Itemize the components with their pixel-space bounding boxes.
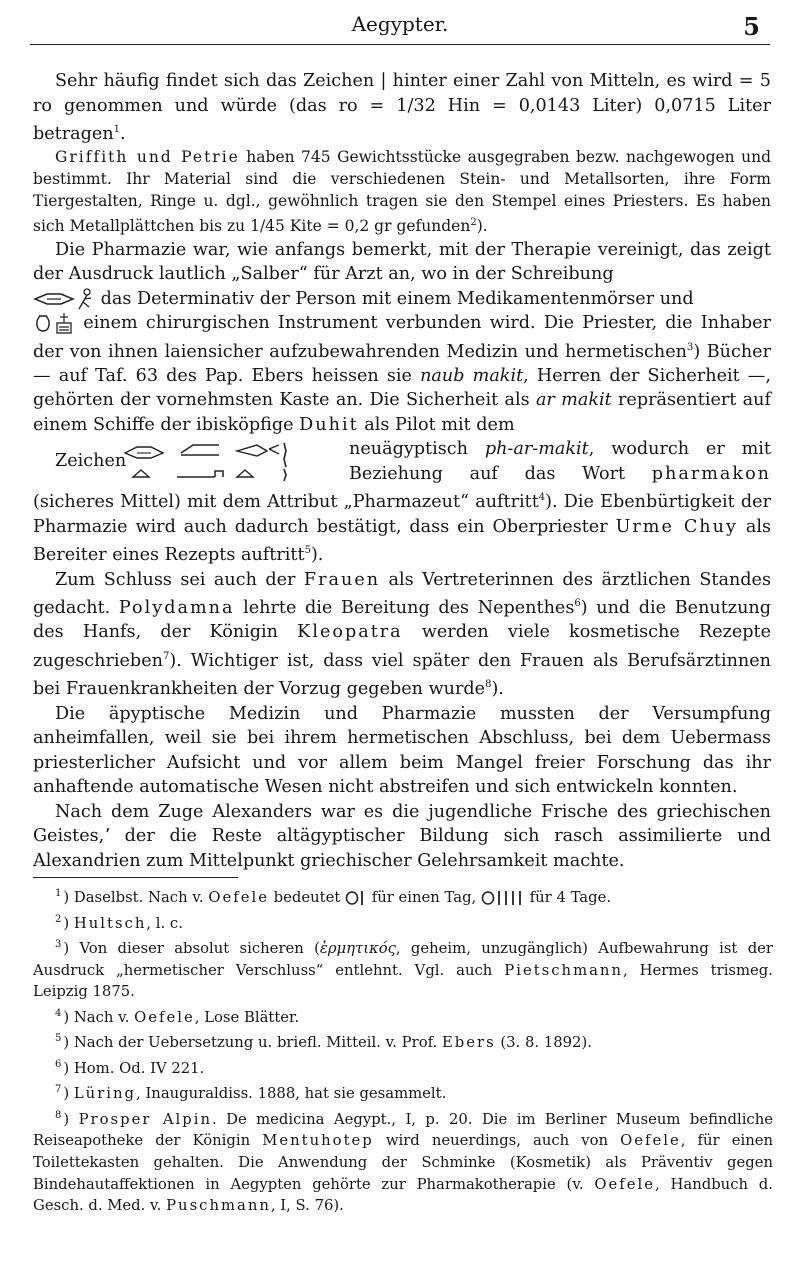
- footnote-8: $^8$ ) Prosper Alpin. De medicina Aegypt., I, p. 20. Die im Berliner Museum befindliche Reiseapotheke der Königin Mentuhotep wird neuerdings, auch von Oefele, für einen Toilettekasten gehalten. Die Anwendung der Schminke (Kosmetik) als Präventiv gegen Bindehautaffektionen in Aegypten gehörte zur Pharmakotherapie (v. Oefele, Handbuch d. Gesch. d. Med. v. Puschmann, I, S. 76).: [33, 1109, 774, 1215]
- paragraph-4: Zum Schluss sei auch der Frauen als Vertreterinnen des ärztlichen Standes gedacht. Polydamna lehrte die Bereitung des Nepenthes$^6$) und die Benutzung des Hanfs, der Königin Kleopatra werden viele kosmetische Rezepte zugeschrieben$^7$). Wichtiger ist, dass viel später den Frauen als Berufsärztinnen bei Frauenkrankheiten der Vorzug gegeben wurde$^8$).: [33, 569, 771, 700]
- running-header: [0, 0, 800, 60]
- main-text: [33, 69, 771, 873]
- footnote-ref: 4: [538, 492, 546, 504]
- paragraph-6: Nach dem Zuge Alexanders war es die jugendliche Frische des griechischen Geistes,ʼ der die Reste altägyptischer Bildung sich rasch assimilierte und Alexandrien zum Mittelpunkt griechischer Gelehrsamkeit machte.: [33, 801, 771, 871]
- paragraph-2: Griffith und Petrie haben 745 Gewichtsstücke ausgegraben bezw. nachgewogen und bestimmt. Ihr Material sind die verschiedenen Stein- und Metallsorten, ihre Form Tiergestalten, Ringe u. dgl., gewöhnlich tragen sie den Stempel eines Priesters. Es haben sich Metallplättchen bis zu 1/45 Kite = 0,2 gr gefunden$^2$).: [33, 148, 772, 236]
- paragraph-5: Die äpyptische Medizin und Pharmazie mussten der Versumpfung anheimfallen, weil sie bei ihrem hermetischen Abschluss, bei dem Uebermass priesterlicher Aufsicht und vor allem beim Mangel freier Forschung das ihr anhaftende automatische Wesen nicht abstreifen und sich entwickeln konnten.: [33, 703, 771, 798]
- running-title: Aegypter.: [351, 12, 449, 36]
- footnote-3: $^3$ ) Von dieser absolut sicheren (ἑρμητικός, geheim, unzugänglich) Aufbewahrung ist der Ausdruck „hermetischer Verschluss“ entlehnt. Vgl. auch Pietschmann, Hermes trismeg. Leipzig 1875.: [33, 939, 773, 1001]
- footnote-ref: 1: [113, 124, 121, 135]
- hieroglyph-pot-icon: [33, 312, 53, 334]
- ro-one-symbol-icon: [345, 889, 367, 907]
- footnote-ref: 6: [574, 598, 581, 610]
- page-number: 5: [743, 12, 760, 41]
- hieroglyph-person-icon: [75, 287, 95, 311]
- footnote-5: $^5$ ) Nach der Uebersetzung u. briefl. Mitteil. v. Prof. Ebers (3. 8. 1892).: [55, 1033, 592, 1052]
- footnote-7: $^7$ ) Lüring, Inauguraldiss. 1888, hat sie gesammelt.: [55, 1084, 447, 1103]
- ro-four-symbol-icon: [481, 889, 525, 907]
- footnote-4: $^4$ ) Nach v. Oefele, Lose Blätter.: [55, 1007, 300, 1026]
- footnote-rule: [33, 877, 238, 878]
- hieroglyph-mortar-icon: [33, 291, 75, 307]
- hieroglyph-instrument-icon: [53, 311, 75, 335]
- hieroglyph-sequence-icon: [119, 439, 339, 485]
- footnote-ref: 8: [485, 679, 492, 691]
- footnote-2: $^2$ ) Hultsch, l. c.: [55, 913, 183, 932]
- footnotes: [33, 883, 773, 1217]
- footnote-ref: 2: [470, 217, 477, 229]
- footnote-ref: 5: [304, 545, 311, 557]
- header-rule: [30, 44, 770, 45]
- paragraph-1: Sehr häufig findet sich das Zeichen | hinter einer Zahl von Mitteln, es wird = 5 ro genommen und würde (das ro = 1/32 Hin = 0,0143 Liter) 0,0715 Liter betragen$^1$.: [33, 71, 771, 144]
- footnote-1: $^1$ ) Daselbst. Nach v. Oefele bedeutet für einen Tag, für 4 Tage.: [55, 888, 612, 906]
- footnote-6: $^6$ ) Hom. Od. IV 221.: [55, 1058, 205, 1077]
- paragraph-3: Die Pharmazie war, wie anfangs bemerkt, mit der Therapie vereinigt, das zeigt der Ausdruck lautlich „Salber“ für Arzt an, wo in der Schreibung das Determinativ der Person mit einem Medikamentenmörser und einem chirurgischen Instrument verbunden wird. Die Priester, die Inhaber der von ihnen laiensicher aufzubewahrenden Medizin und hermetischen$^3$) Bücher — auf Taf. 63 des Pap. Ebers heissen sie naub makit, Herren der Sicherheit —, gehörten der vornehmsten Kaste an. Die Sicherheit als ar makit repräsentiert auf einem Schiffe der ibisköpfige Duhit als Pilot mit dem Zeichen neuägyptisch ph-ar-makit, wodurch er mit Beziehung auf das Wort pharmakon (sicheres Mittel) mit dem Attribut „Pharmazeut“ auftritt$^4$). Die Ebenbürtigkeit der Pharmazie wird auch dadurch bestätigt, dass ein Oberpriester Urme Chuy als Bereiter eines Rezepts auftritt$^5$).: [33, 239, 771, 566]
- footnote-ref: 3: [686, 341, 694, 353]
- footnote-ref: 7: [162, 650, 170, 662]
- zeichen-hieroglyph-group: Zeichen: [33, 437, 343, 485]
